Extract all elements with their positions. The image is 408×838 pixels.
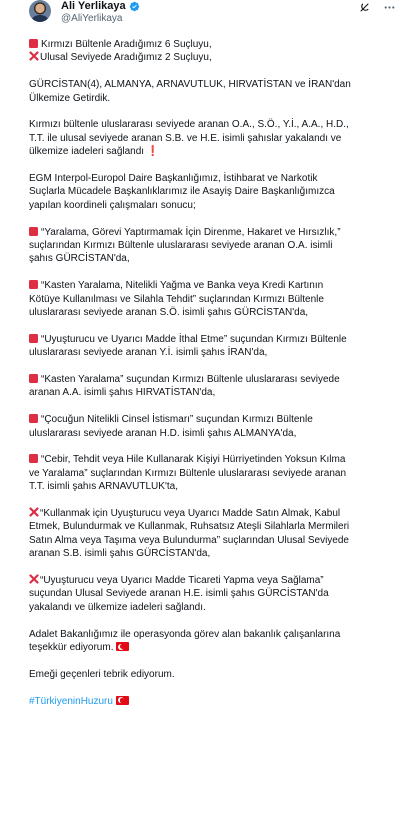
paragraph-line: Suçlarla Mücadele Başkanlıklarımız ile Asayiş Daire Başkanlığımızca <box>29 186 335 198</box>
paragraph-line: yapılan koordineli çalışmaları sonucu; <box>29 199 196 211</box>
case-line: uluslararası seviyede aranan Y.İ. isimli şahıs İRAN'da, <box>29 347 268 359</box>
case-item: “Uyuşturucu veya Uyarıcı Madde Ticareti Yapma veya Sağlama” <box>29 574 394 587</box>
post-text <box>29 38 394 708</box>
paragraph-line: Kırmızı bültenle uluslararası seviyede aranan O.A., S.Ö., Y.İ., A.A., H.D., <box>29 119 349 131</box>
case-item: “Kullanmak için Uyuşturucu veya Uyarıcı Madde Satın Almak, Kabul <box>29 507 394 520</box>
grok-icon[interactable] <box>358 1 371 14</box>
case-line: şahıs GÜRCİSTAN'da, <box>29 253 130 265</box>
red-exclamation-emoji: ❗ <box>146 146 160 158</box>
case-item: “Kasten Yaralama” suçundan Kırmızı Bültenle uluslararası seviyede <box>29 373 394 386</box>
verified-badge-icon <box>129 1 140 12</box>
red-square-emoji <box>29 374 38 383</box>
turkey-flag-emoji <box>116 642 129 651</box>
case-line: aranan A.A. isimli şahıs HIRVATİSTAN'da, <box>29 387 216 399</box>
hashtag-line <box>29 695 394 708</box>
paragraph-line: EGM Interpol-Europol Daire Başkanlığımız, İstihbarat ve Narkotik <box>29 173 318 185</box>
cross-mark-emoji <box>29 51 39 61</box>
red-square-emoji <box>29 280 38 289</box>
countries-line-2: Ülkemize Getirdik. <box>29 92 111 104</box>
case-item: “Uyuşturucu ve Uyarıcı Madde İthal Etme” suçundan Kırmızı Bültenle <box>29 333 394 346</box>
case-line: Kötüye Kullanılması ve Silahla Tehdit” suçlarından Kırmızı Bültenle <box>29 293 324 305</box>
author-info <box>61 0 140 25</box>
congrats-line: Emeği geçenleri tebrik ediyorum. <box>29 668 175 680</box>
case-line: T.T. isimli şahıs ARNAVUTLUK'ta, <box>29 481 178 493</box>
red-square-emoji <box>29 454 38 463</box>
case-line: uluslararası seviyede aranan H.D. isimli şahıs ALMANYA'da, <box>29 427 297 439</box>
case-item: “Cebir, Tehdit veya Hile Kullanarak Kişiyi Hürriyetinden Yoksun Kılma <box>29 453 394 466</box>
summary-line-national: Ulusal Seviyede Aradığımız 2 Suçluyu, <box>29 51 394 64</box>
case-line: Etmek, Bulundurmak ve Kullanmak, Ruhsatsız Ateşli Silahlarla Mermileri <box>29 521 350 533</box>
case-line: yakalandı ve ülkemize iadeleri sağlandı. <box>29 601 206 613</box>
case-item: “Çocuğun Nitelikli Cinsel İstismarı” suçundan Kırmızı Bültenle <box>29 413 394 426</box>
author-handle[interactable]: @AliYerlikaya <box>61 13 123 24</box>
case-line: uluslararası seviyede aranan S.Ö. isimli şahıs GÜRCİSTAN'da, <box>29 307 309 319</box>
case-line: suçundan Ulusal Seviyede aranan H.E. isimli şahıs GÜRCİSTAN'da <box>29 588 329 600</box>
paragraph-line: ülkemize iadeleri sağlandı ❗ <box>29 146 160 158</box>
red-square-emoji <box>29 334 38 343</box>
avatar[interactable] <box>29 0 51 22</box>
more-icon[interactable] <box>383 1 396 14</box>
red-square-emoji <box>29 414 38 423</box>
cross-mark-emoji <box>29 574 39 584</box>
cross-mark-emoji <box>29 507 39 517</box>
summary-line-red-notice: Kırmızı Bültenle Aradığımız 6 Suçluyu, <box>29 38 394 51</box>
name-row <box>61 0 140 12</box>
case-line: aranan S.B. isimli şahıs GÜRCİSTAN'da, <box>29 548 211 560</box>
red-square-emoji <box>29 227 38 236</box>
case-item: “Yaralama, Görevi Yaptırmamak İçin Direnme, Hakaret ve Hırsızlık,” <box>29 226 394 239</box>
case-line: Satın Alma veya Taşıma veya Bulundurma” suçlarından Ulusal Seviyede <box>29 534 349 546</box>
countries-line: GÜRCİSTAN(4), ALMANYA, ARNAVUTLUK, HIRVATİSTAN ve İRAN'dan <box>29 79 351 91</box>
case-item: “Kasten Yaralama, Nitelikli Yağma ve Banka veya Kredi Kartının <box>29 279 394 292</box>
hashtag-link[interactable]: #TürkiyeninHuzuru <box>29 695 113 707</box>
post-header <box>29 0 398 30</box>
turkey-flag-emoji <box>116 696 129 705</box>
post-actions <box>358 0 396 14</box>
case-line: ve Yaralama” suçlarından Kırmızı Bültenle uluslararası seviyede aranan <box>29 467 347 479</box>
paragraph-line: T.T. ile ulusal seviyede aranan S.B. ve H.E. isimli şahıslar yakalandı ve <box>29 132 342 144</box>
red-square-emoji <box>29 39 38 48</box>
thanks-line: teşekkür ediyorum. <box>29 641 394 654</box>
thanks-line: Adalet Bakanlığımız ile operasyonda görev alan bakanlık çalışanlarına <box>29 628 341 640</box>
author-display-name[interactable]: Ali Yerlikaya <box>61 0 126 12</box>
case-line: suçlarından Kırmızı Bültenle uluslararası seviyede aranan O.A. isimli <box>29 240 333 252</box>
